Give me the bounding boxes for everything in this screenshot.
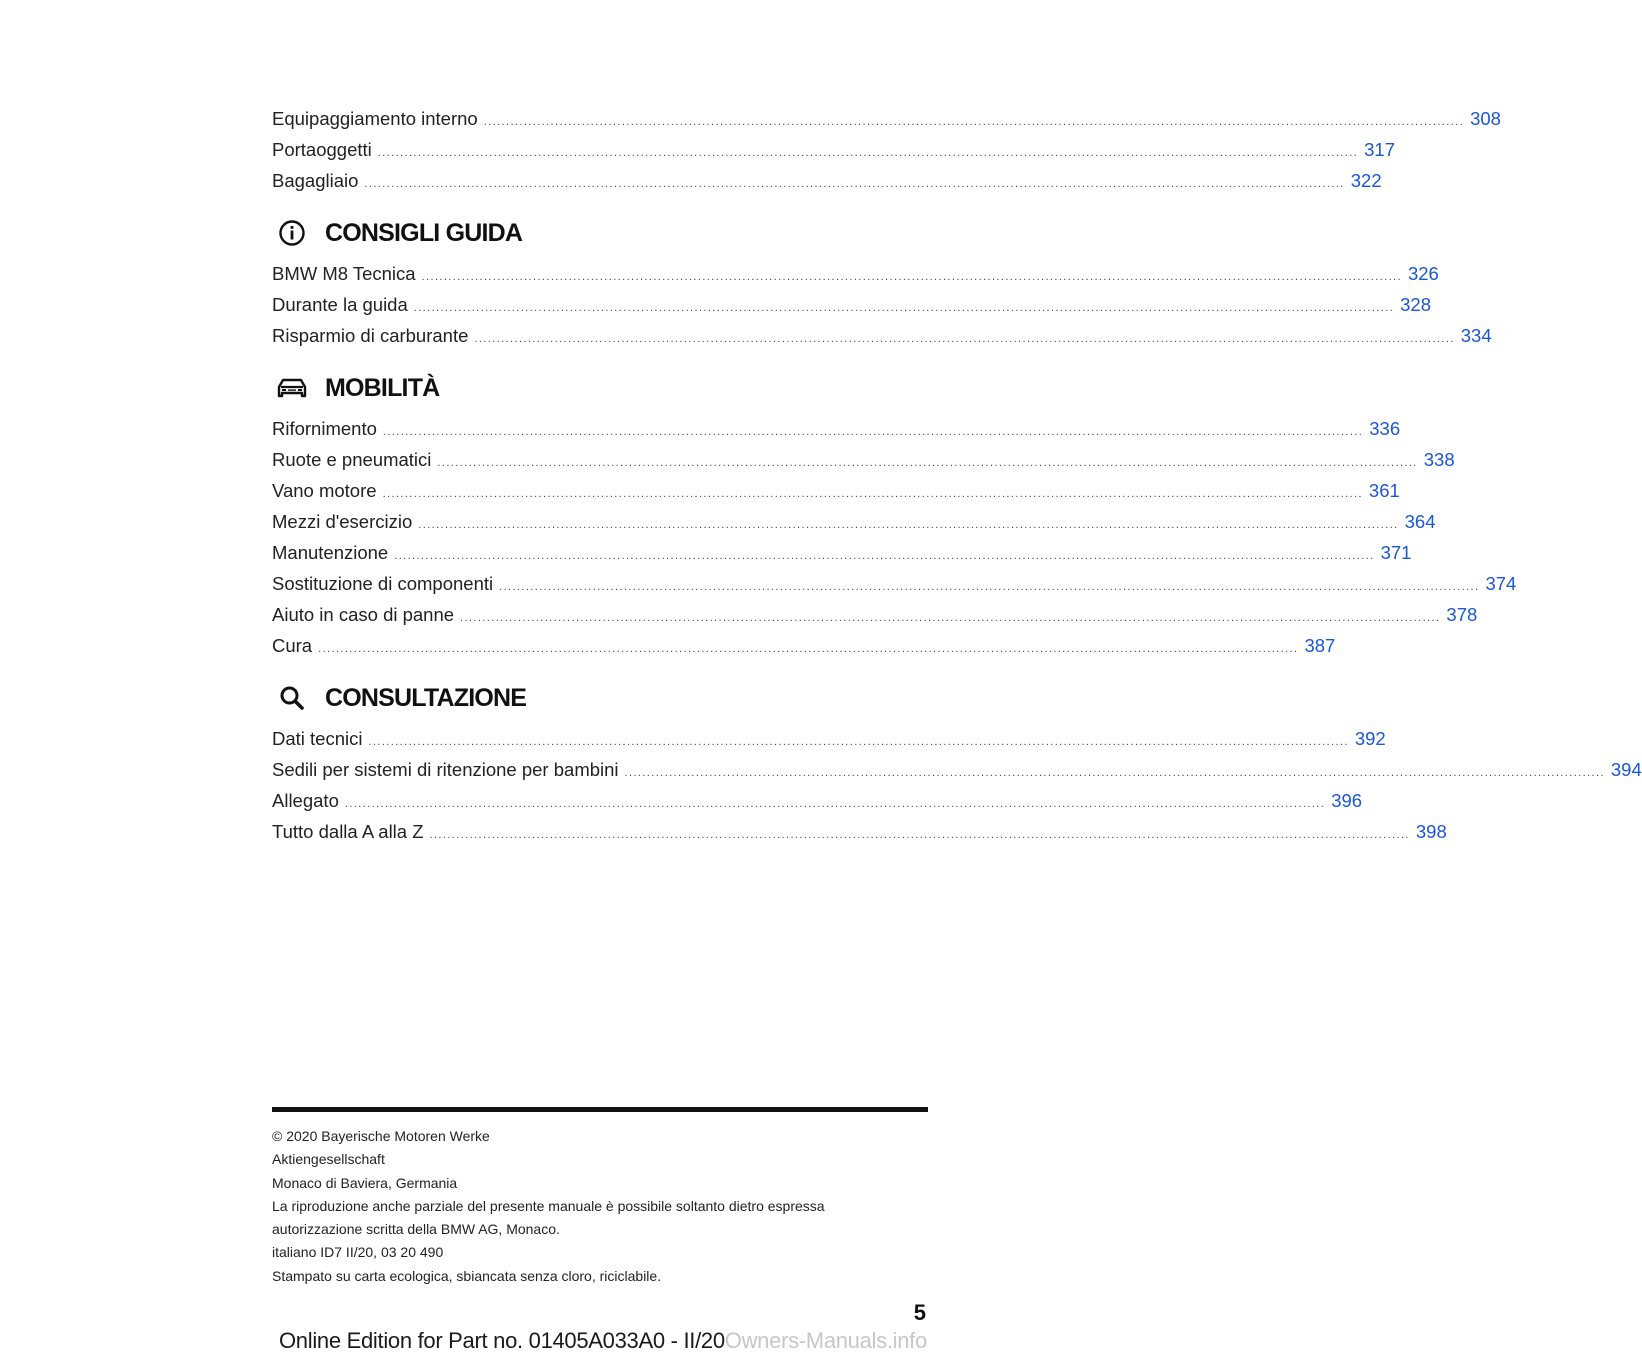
toc-entry[interactable] (272, 568, 1517, 599)
toc-entry-title: Bagagliaio (272, 170, 359, 191)
leader-dots: ............................................................................................................................................................................................................................ (421, 271, 1402, 283)
toc-entry-title: Ruote e pneumatici (272, 449, 432, 470)
table-of-contents (272, 103, 1642, 847)
toc-entry-title: Sedili per sistemi di ritenzione per bambini (272, 759, 619, 780)
section-header-mobilita (272, 368, 928, 408)
leader-dots: ............................................................................................................................................................................................................................ (624, 767, 1605, 779)
toc-entry[interactable] (272, 475, 1400, 506)
toc-entry-title: Equipaggiamento interno (272, 108, 478, 129)
leader-dots: ............................................................................................................................................................................................................................ (382, 488, 1363, 500)
leader-dots: ............................................................................................................................................................................................................................ (418, 519, 1399, 531)
section-header-consultazione (272, 678, 928, 718)
toc-entry-page-link[interactable]: 338 (1423, 449, 1455, 470)
toc-entry[interactable] (272, 134, 1395, 165)
page-number: 5 (913, 1300, 926, 1325)
imprint (272, 1125, 928, 1288)
toc-entry-title: Portaoggetti (272, 139, 372, 160)
toc-entry-title: Sostituzione di componenti (272, 573, 494, 594)
imprint-line: Stampato su carta ecologica, sbiancata senza cloro, riciclabile. (272, 1267, 662, 1284)
toc-entry-page-link[interactable]: 392 (1354, 728, 1386, 749)
leader-dots: ............................................................................................................................................................................................................................ (499, 581, 1480, 593)
toc-entry[interactable] (272, 754, 1642, 785)
toc-entry-title: Mezzi d'esercizio (272, 511, 413, 532)
toc-entry[interactable] (272, 723, 1386, 754)
toc-entry-title: Tutto dalla A alla Z (272, 821, 424, 842)
toc-entry[interactable] (272, 599, 1478, 630)
leader-dots: ............................................................................................................................................................................................................................ (437, 457, 1418, 469)
toc-entry-title: Aiuto in caso di panne (272, 604, 455, 625)
imprint-line: La riproduzione anche parziale del presente manuale è possibile soltanto dietro espressa (272, 1197, 825, 1214)
toc-entry-page-link[interactable]: 396 (1331, 790, 1363, 811)
toc-entry-page-link[interactable]: 398 (1415, 821, 1447, 842)
toc-entry-title: Manutenzione (272, 542, 389, 563)
toc-entry-page-link[interactable]: 374 (1485, 573, 1517, 594)
toc-entry[interactable] (272, 537, 1412, 568)
toc-entry-page-link[interactable]: 378 (1446, 604, 1478, 625)
toc-entry-page-link[interactable]: 336 (1369, 418, 1401, 439)
toc-entry-title: Rifornimento (272, 418, 377, 439)
car-icon (272, 368, 312, 408)
toc-entry-page-link[interactable]: 334 (1460, 325, 1492, 346)
toc-entry-title: Risparmio di carburante (272, 325, 469, 346)
watermark-site: Owners-Manuals.info (724, 1328, 927, 1353)
section-header-consigli-guida (272, 213, 928, 253)
leader-dots: ............................................................................................................................................................................................................................ (382, 426, 1364, 438)
imprint-line: © 2020 Bayerische Motoren Werke (272, 1128, 490, 1144)
toc-entry[interactable] (272, 289, 1431, 320)
toc-entry-page-link[interactable]: 326 (1407, 263, 1439, 284)
imprint-line: autorizzazione scritta della BMW AG, Monaco. (272, 1221, 560, 1238)
leader-dots: ............................................................................................................................................................................................................................ (344, 798, 1326, 810)
toc-entry-page-link[interactable]: 394 (1610, 759, 1642, 780)
toc-entry[interactable] (272, 165, 1382, 196)
leader-dots: ............................................................................................................................................................................................................................ (474, 333, 1455, 345)
toc-entry[interactable] (272, 103, 1501, 134)
toc-entry[interactable] (272, 816, 1447, 847)
edition-watermark (279, 1328, 927, 1354)
toc-entry[interactable] (272, 785, 1363, 816)
leader-dots: ............................................................................................................................................................................................................................ (318, 643, 1299, 655)
section-title: CONSULTAZIONE (325, 683, 527, 712)
toc-entry-title: Cura (272, 635, 313, 656)
toc-entry[interactable] (272, 506, 1436, 537)
leader-dots: ............................................................................................................................................................................................................................ (377, 147, 1359, 159)
section-title: CONSIGLI GUIDA (325, 218, 523, 247)
toc-entry[interactable] (272, 320, 1492, 351)
toc-entry[interactable] (272, 630, 1336, 661)
section-title: MOBILITÀ (325, 373, 440, 402)
toc-entry-title: Vano motore (272, 480, 377, 501)
footer-divider (272, 1107, 928, 1112)
leader-dots: ............................................................................................................................................................................................................................ (364, 178, 1345, 190)
leader-dots: ............................................................................................................................................................................................................................ (460, 612, 1441, 624)
toc-entry-page-link[interactable]: 328 (1400, 294, 1431, 315)
edition-text: Online Edition for Part no. 01405A033A0 - II/20 (279, 1328, 725, 1353)
toc-entry-page-link[interactable]: 387 (1304, 635, 1336, 656)
toc-entry[interactable] (272, 258, 1439, 289)
imprint-line: Monaco di Baviera, Germania (272, 1174, 458, 1191)
toc-entry[interactable] (272, 413, 1401, 444)
toc-entry-title: BMW M8 Tecnica (272, 263, 416, 284)
info-icon (272, 213, 312, 253)
imprint-line: Aktiengesellschaft (272, 1151, 385, 1168)
leader-dots: ............................................................................................................................................................................................................................ (429, 829, 1410, 841)
toc-entry-page-link[interactable]: 361 (1368, 480, 1400, 501)
toc-entry-page-link[interactable]: 371 (1380, 542, 1412, 563)
leader-dots: ............................................................................................................................................................................................................................ (368, 736, 1349, 748)
toc-entry-title: Durante la guida (272, 294, 408, 315)
search-icon (272, 678, 312, 718)
toc-entry-title: Allegato (272, 790, 339, 811)
toc-entry-page-link[interactable]: 317 (1364, 139, 1395, 160)
toc-entry-page-link[interactable]: 308 (1470, 108, 1501, 129)
toc-entry-page-link[interactable]: 364 (1404, 511, 1436, 532)
toc-entry-page-link[interactable]: 322 (1350, 170, 1382, 191)
toc-entry[interactable] (272, 444, 1455, 475)
leader-dots: ............................................................................................................................................................................................................................ (394, 550, 1375, 562)
imprint-line: italiano ID7 II/20, 03 20 490 (272, 1244, 444, 1261)
leader-dots: ............................................................................................................................................................................................................................ (483, 116, 1465, 128)
leader-dots: ............................................................................................................................................................................................................................ (413, 302, 1395, 314)
toc-entry-title: Dati tecnici (272, 728, 363, 749)
